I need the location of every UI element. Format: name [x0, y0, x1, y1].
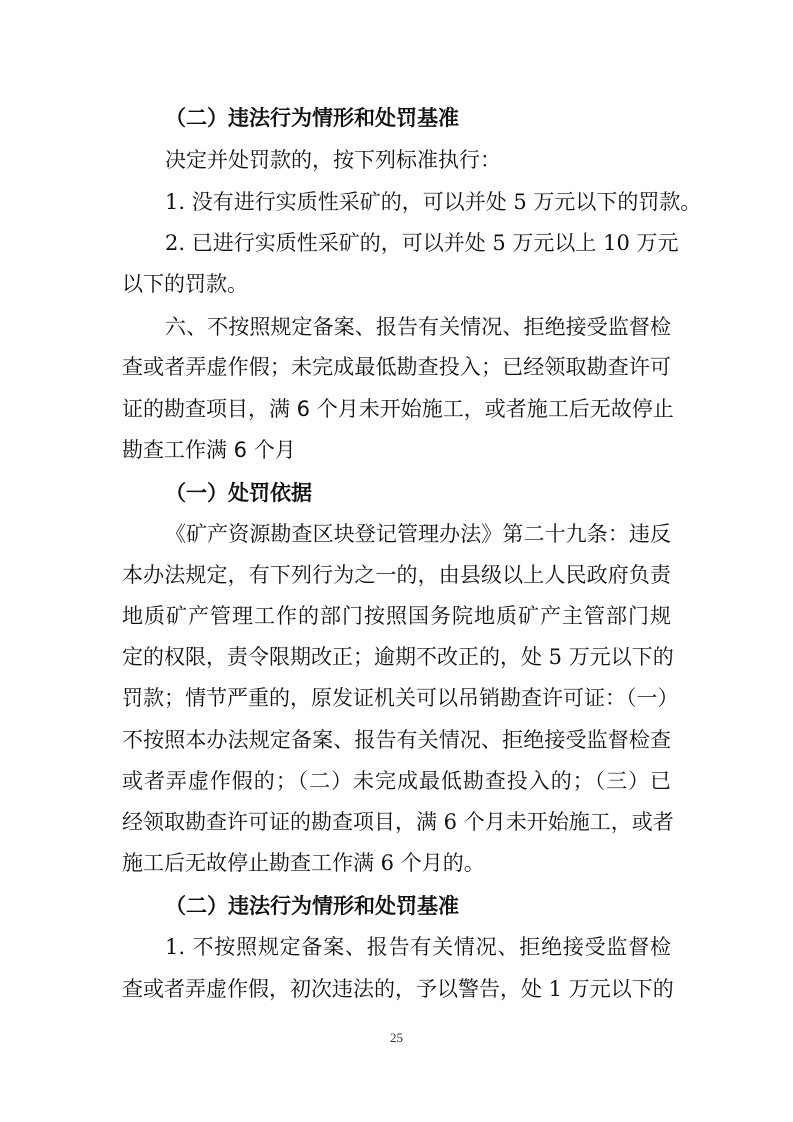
paragraph-line: 经领取勘查许可证的勘查项目，满 6 个月未开始施工，或者 [122, 810, 674, 834]
section-heading: （二）违法行为情形和处罚基准 [165, 893, 459, 918]
article-title-line: 勘查工作满 6 个月 [122, 438, 296, 462]
section-heading: （二）违法行为情形和处罚基准 [165, 105, 459, 130]
section-heading: （一）处罚依据 [165, 480, 312, 505]
page-number: 25 [390, 1030, 403, 1045]
paragraph-line: 或者弄虚作假的；（二）未完成最低勘查投入的；（三）已 [122, 769, 671, 793]
list-item: 2. 已进行实质性采矿的，可以并处 5 万元以上 10 万元 [165, 231, 679, 255]
paragraph-line: 地质矿产管理工作的部门按照国务院地质矿产主管部门规 [122, 604, 671, 628]
article-title-line: 证的勘查项目，满 6 个月未开始施工，或者施工后无故停止 [122, 397, 674, 421]
list-item: 1. 不按照规定备案、报告有关情况、拒绝接受监督检 [165, 935, 671, 959]
paragraph-line: 不按照本办法规定备案、报告有关情况、拒绝接受监督检查 [122, 728, 671, 752]
paragraph-line: 本办法规定，有下列行为之一的，由县级以上人民政府负责 [122, 563, 671, 587]
paragraph-line: 施工后无故停止勘查工作满 6 个月的。 [122, 851, 485, 875]
paragraph-line: 罚款；情节严重的，原发证机关可以吊销勘查许可证：（一） [122, 686, 679, 710]
list-item: 1. 没有进行实质性采矿的，可以并处 5 万元以下的罚款。 [165, 190, 702, 214]
list-item-continuation: 以下的罚款。 [122, 272, 248, 296]
article-title-line: 查或者弄虚作假；未完成最低勘查投入；已经领取勘查许可 [122, 355, 671, 379]
paragraph-line: 《矿产资源勘查区块登记管理办法》第二十九条：违反 [165, 522, 671, 546]
article-title-line: 六、不按照规定备案、报告有关情况、拒绝接受监督检 [165, 315, 671, 339]
paragraph-line: 定的权限，责令限期改正；逾期不改正的，处 5 万元以下的 [122, 645, 674, 669]
list-item-continuation: 查或者弄虚作假，初次违法的，予以警告，处 1 万元以下的 [122, 977, 674, 1001]
paragraph-line: 决定并处罚款的，按下列标准执行： [165, 148, 501, 172]
